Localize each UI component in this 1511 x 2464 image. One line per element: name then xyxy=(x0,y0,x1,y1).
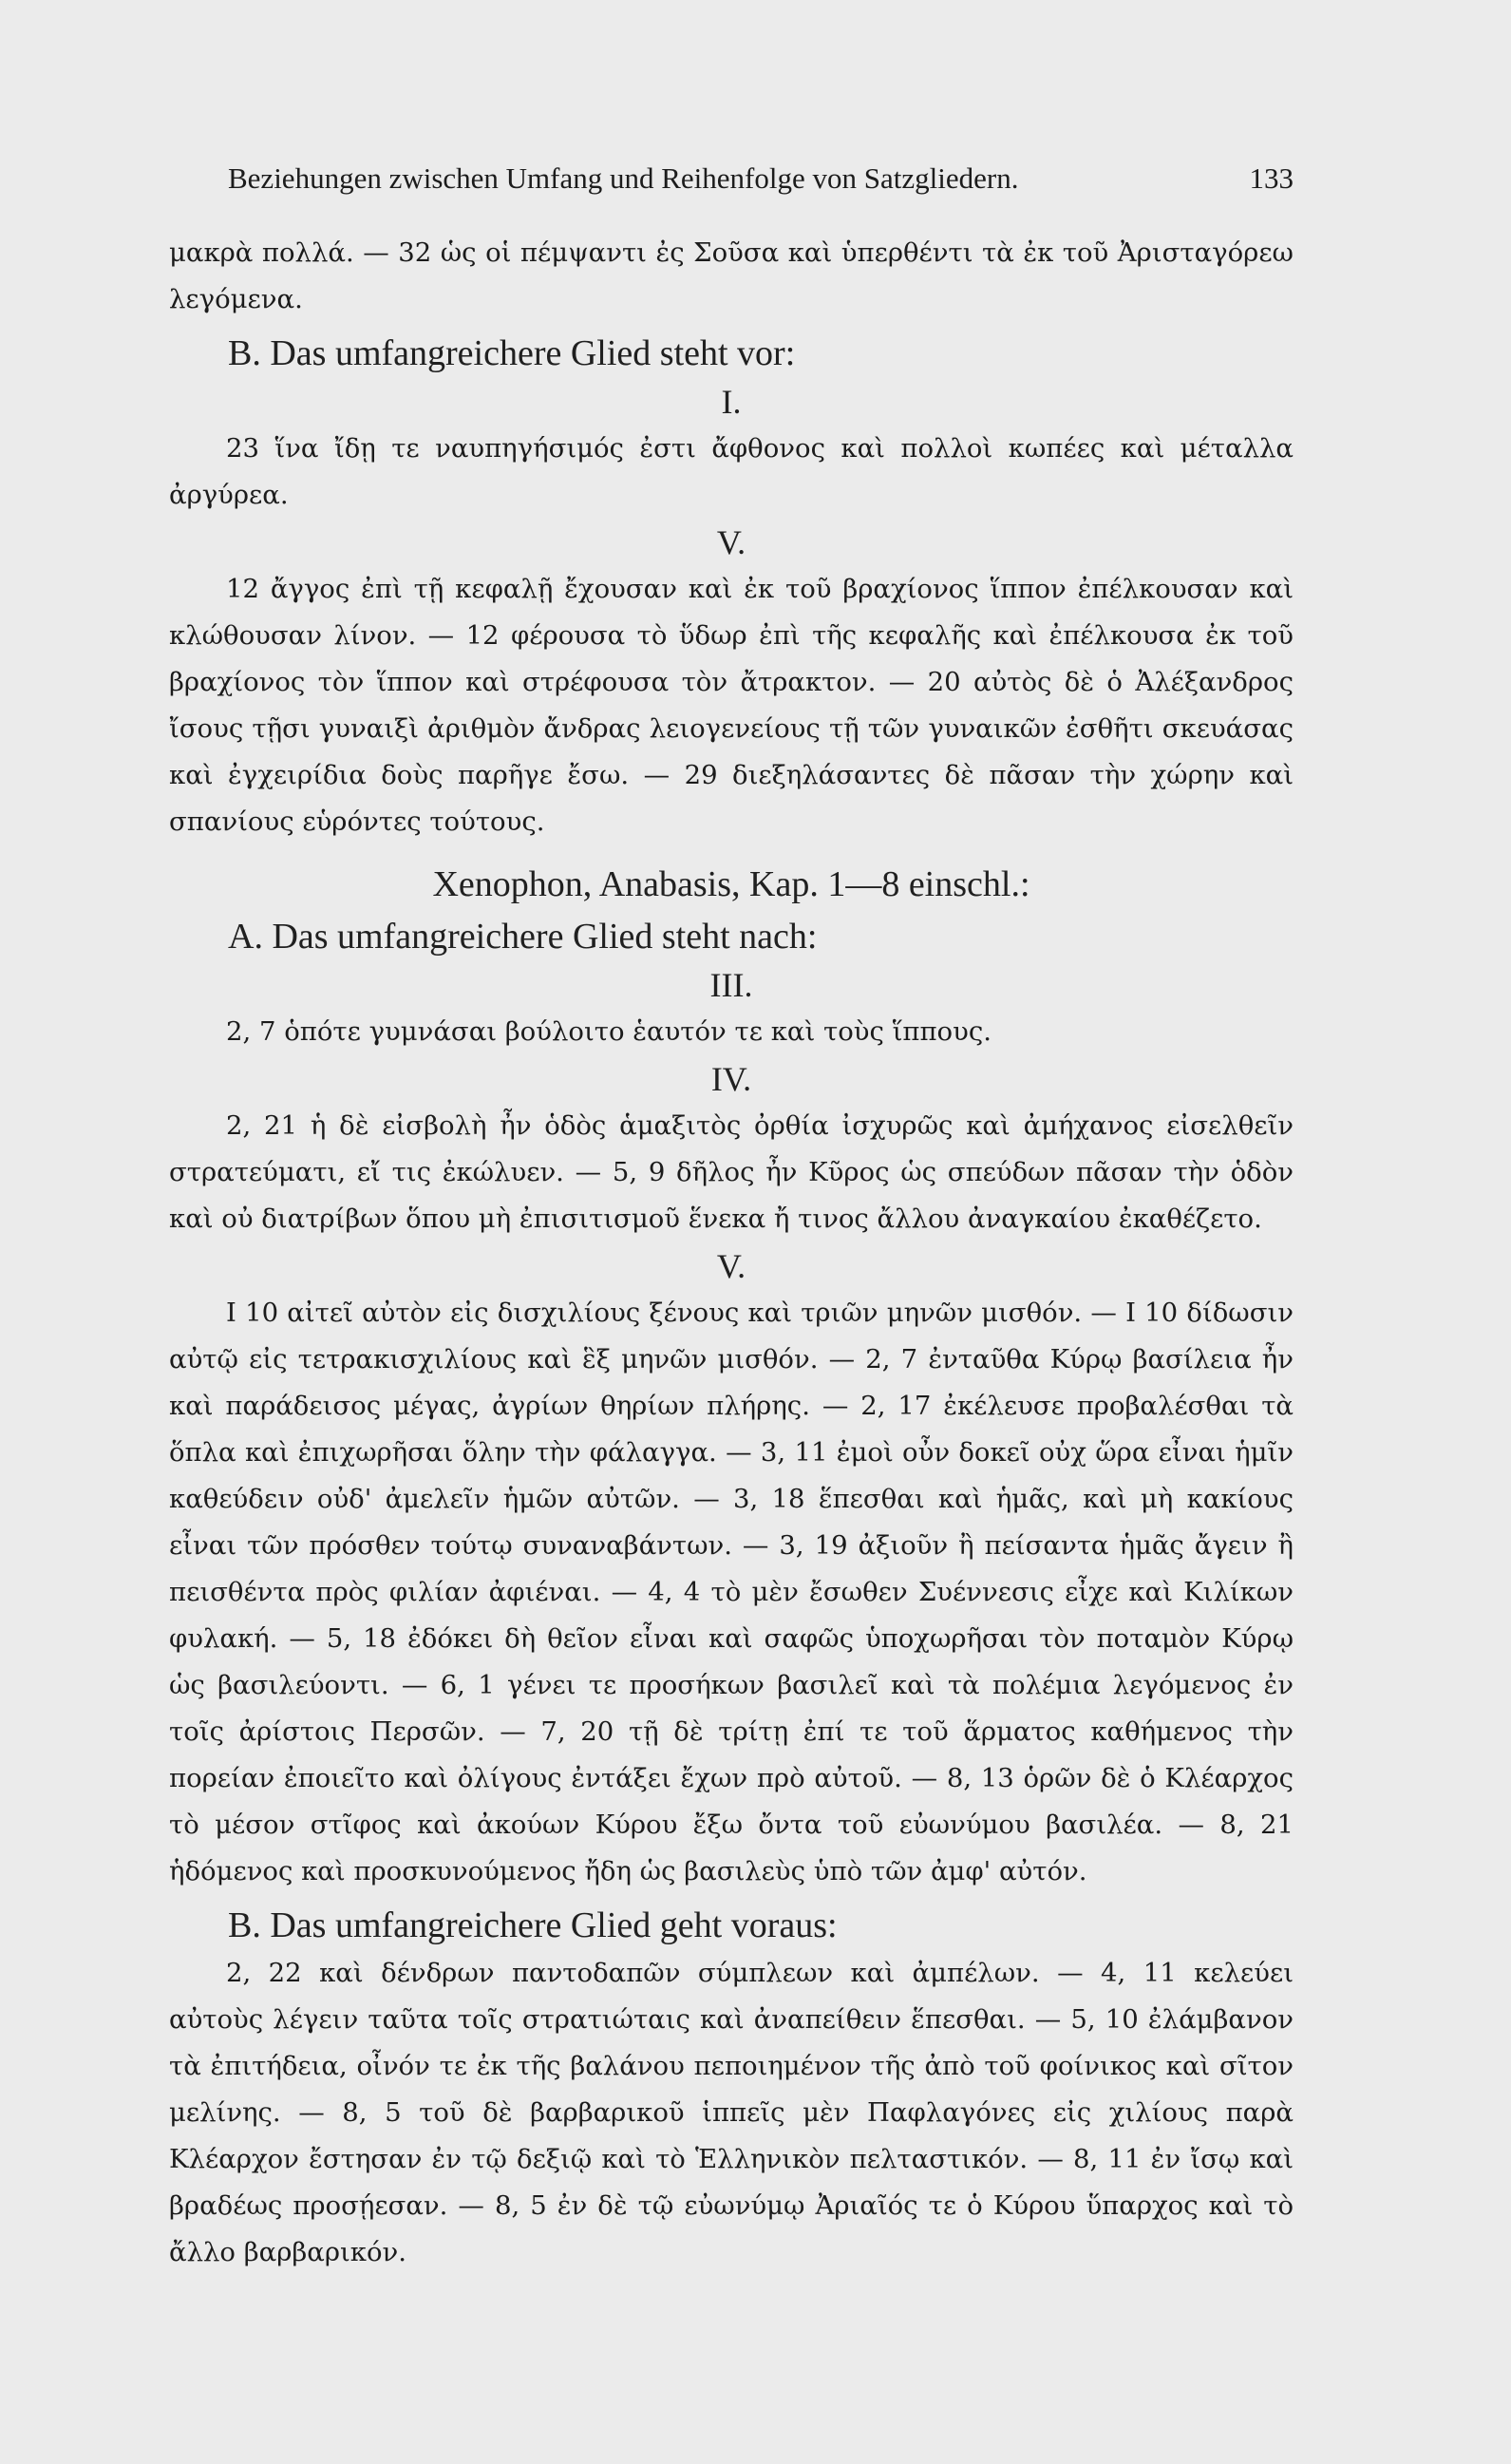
page-number: 133 xyxy=(1249,161,1294,195)
paragraph-v-2: I 10 αἰτεῖ αὐτὸν εἰς δισχιλίους ξένους καὶ τριῶν μηνῶν μισθόν. — I 10 δίδωσιν αὐτῷ εἰς τετρακισχιλίους καὶ ἓξ μηνῶν μισθόν. — 2, 7 ἐνταῦθα Κύρῳ βασίλεια ἦν καὶ παράδεισος μέγας, ἀγρίων θηρίων πλήρης. — 2, 17 ἐκέλευσε προβαλέσθαι τὰ ὅπλα καὶ ἐπιχωρῆσαι ὅλην τὴν φάλαγγα. — 3, 11 ἐμοὶ οὖν δοκεῖ οὐχ ὥρα εἶναι ἡμῖν καθεύδειν οὐδ' ἀμελεῖν ἡμῶν αὐτῶν. — 3, 18 ἕπεσθαι καὶ ἡμᾶς, καὶ μὴ κακίους εἶναι τῶν πρόσθεν τούτῳ συναναβάντων. — 3, 19 ἀξιοῦν ἢ πείσαντα ἡμᾶς ἄγειν ἢ πεισθέντα πρὸς φιλίαν ἀφιέναι. — 4, 4 τὸ μὲν ἔσωθεν Συέννεσις εἶχε καὶ Κιλίκων φυλακή. — 5, 18 ἐδόκει δὴ θεῖον εἶναι καὶ σαφῶς ὑποχωρῆσαι τὸν ποταμὸν Κύρῳ ὡς βασιλεύοντι. — 6, 1 γένει τε προσήκων βασιλεῖ καὶ τὰ πολέμια λεγόμενος ἐν τοῖς ἀρίστοις Περσῶν. — 7, 20 τῇ δὲ τρίτῃ ἐπί τε τοῦ ἅρματος καθήμενος τὴν πορείαν ἐποιεῖτο καὶ ὀλίγους ἐντάξει ἔχων πρὸ αὐτοῦ. — 8, 13 ὁρῶν δὲ ὁ Κλέαρχος τὸ μέσον στῖφος καὶ ἀκούων Κύρου ἔξω ὄντα τοῦ εὐωνύμου βασιλέα. — 8, 21 ἡδόμενος καὶ προσκυνούμενος ἤδη ὡς βασιλεὺς ὑπὸ τῶν ἀμφ' αὐτόν. xyxy=(169,1298,1294,1886)
heading-b-voraus: B. Das umfangreichere Glied geht voraus: xyxy=(228,1905,838,1945)
section-numeral-i: I. xyxy=(721,383,742,421)
paragraph-continuation: μακρὰ πολλά. — 32 ὡς οἱ πέμψαντι ἐς Σοῦσα καὶ ὑπερθέντι τὰ ἐκ τοῦ Ἀρισταγόρεω λεγόμενα. xyxy=(169,237,1294,314)
section-numeral-v: V. xyxy=(716,523,746,561)
heading-a-nach: A. Das umfangreichere Glied steht nach: xyxy=(228,917,818,957)
heading-b-vor: B. Das umfangreichere Glied steht vor: xyxy=(228,333,796,373)
section-numeral-iii: III. xyxy=(709,966,753,1004)
paragraph-iv: 2, 21 ἡ δὲ εἰσβολὴ ἦν ὁδὸς ἁμαξιτὸς ὀρθία ἰσχυρῶς καὶ ἀμήχανος εἰσελθεῖν στρατεύματι, εἴ τις ἐκώλυεν. — 5, 9 δῆλος ἦν Κῦρος ὡς σπεύδων πᾶσαν τὴν ὁδὸν καὶ οὐ διατρίβων ὅπου μὴ ἐπισιτισμοῦ ἕνεκα ἤ τινος ἄλλου ἀναγκαίου ἐκαθέζετο. xyxy=(169,1110,1294,1234)
paragraph-iii: 2, 7 ὁπότε γυμνάσαι βούλοιτο ἑαυτόν τε καὶ τοὺς ἵππους. xyxy=(226,1016,992,1047)
running-title: Beziehungen zwischen Umfang und Reihenfolge von Satzgliedern. xyxy=(228,161,1019,195)
paragraph-i: 23 ἵνα ἴδῃ τε ναυπηγήσιμός ἐστι ἄφθονος καὶ πολλοὶ κωπέες καὶ μέταλλα ἀργύρεα. xyxy=(169,433,1294,510)
section-numeral-iv: IV. xyxy=(710,1060,752,1098)
running-header xyxy=(228,160,1294,198)
page-body xyxy=(169,230,1294,2276)
section-numeral-v-2: V. xyxy=(716,1247,746,1285)
heading-xenophon: Xenophon, Anabasis, Kap. 1—8 einschl.: xyxy=(432,864,1030,904)
paragraph-v: 12 ἄγγος ἐπὶ τῇ κεφαλῇ ἔχουσαν καὶ ἐκ τοῦ βραχίονος ἵππον ἐπέλκουσαν καὶ κλώθουσαν λίνον. — 12 φέρουσα τὸ ὕδωρ ἐπὶ τῆς κεφαλῆς καὶ ἐπέλκουσα ἐκ τοῦ βραχίονος τὸν ἵππον καὶ στρέφουσα τὸν ἄτρακτον. — 20 αὐτὸς δὲ ὁ Ἀλέξανδρος ἴσους τῇσι γυναιξὶ ἀριθμὸν ἄνδρας λειογενείους τῇ τῶν γυναικῶν ἐσθῆτι σκευάσας καὶ ἐγχειρίδια δοὺς παρῆγε ἔσω. — 29 διεξηλάσαντες δὲ πᾶσαν τὴν χώρην καὶ σπανίους εὑρόντες τούτους. xyxy=(169,574,1294,837)
paragraph-voraus: 2, 22 καὶ δένδρων παντοδαπῶν σύμπλεων καὶ ἀμπέλων. — 4, 11 κελεύει αὐτοὺς λέγειν ταῦτα τοῖς στρατιώταις καὶ ἀναπείθειν ἕπεσθαι. — 5, 10 ἐλάμβανον τὰ ἐπιτήδεια, οἶνόν τε ἐκ τῆς βαλάνου πεποιημένον τῆς ἀπὸ τοῦ φοίνικος καὶ σῖτον μελίνης. — 8, 5 τοῦ δὲ βαρβαρικοῦ ἱππεῖς μὲν Παφλαγόνες εἰς χιλίους παρὰ Κλέαρχον ἔστησαν ἐν τῷ δεξιῷ καὶ τὸ Ἑλληνικὸν πελταστικόν. — 8, 11 ἐν ἴσῳ καὶ βραδέως προσῄεσαν. — 8, 5 ἐν δὲ τῷ εὐωνύμῳ Ἀριαῖός τε ὁ Κύρου ὕπαρχος καὶ τὸ ἄλλο βαρβαρικόν. xyxy=(169,1958,1294,2267)
